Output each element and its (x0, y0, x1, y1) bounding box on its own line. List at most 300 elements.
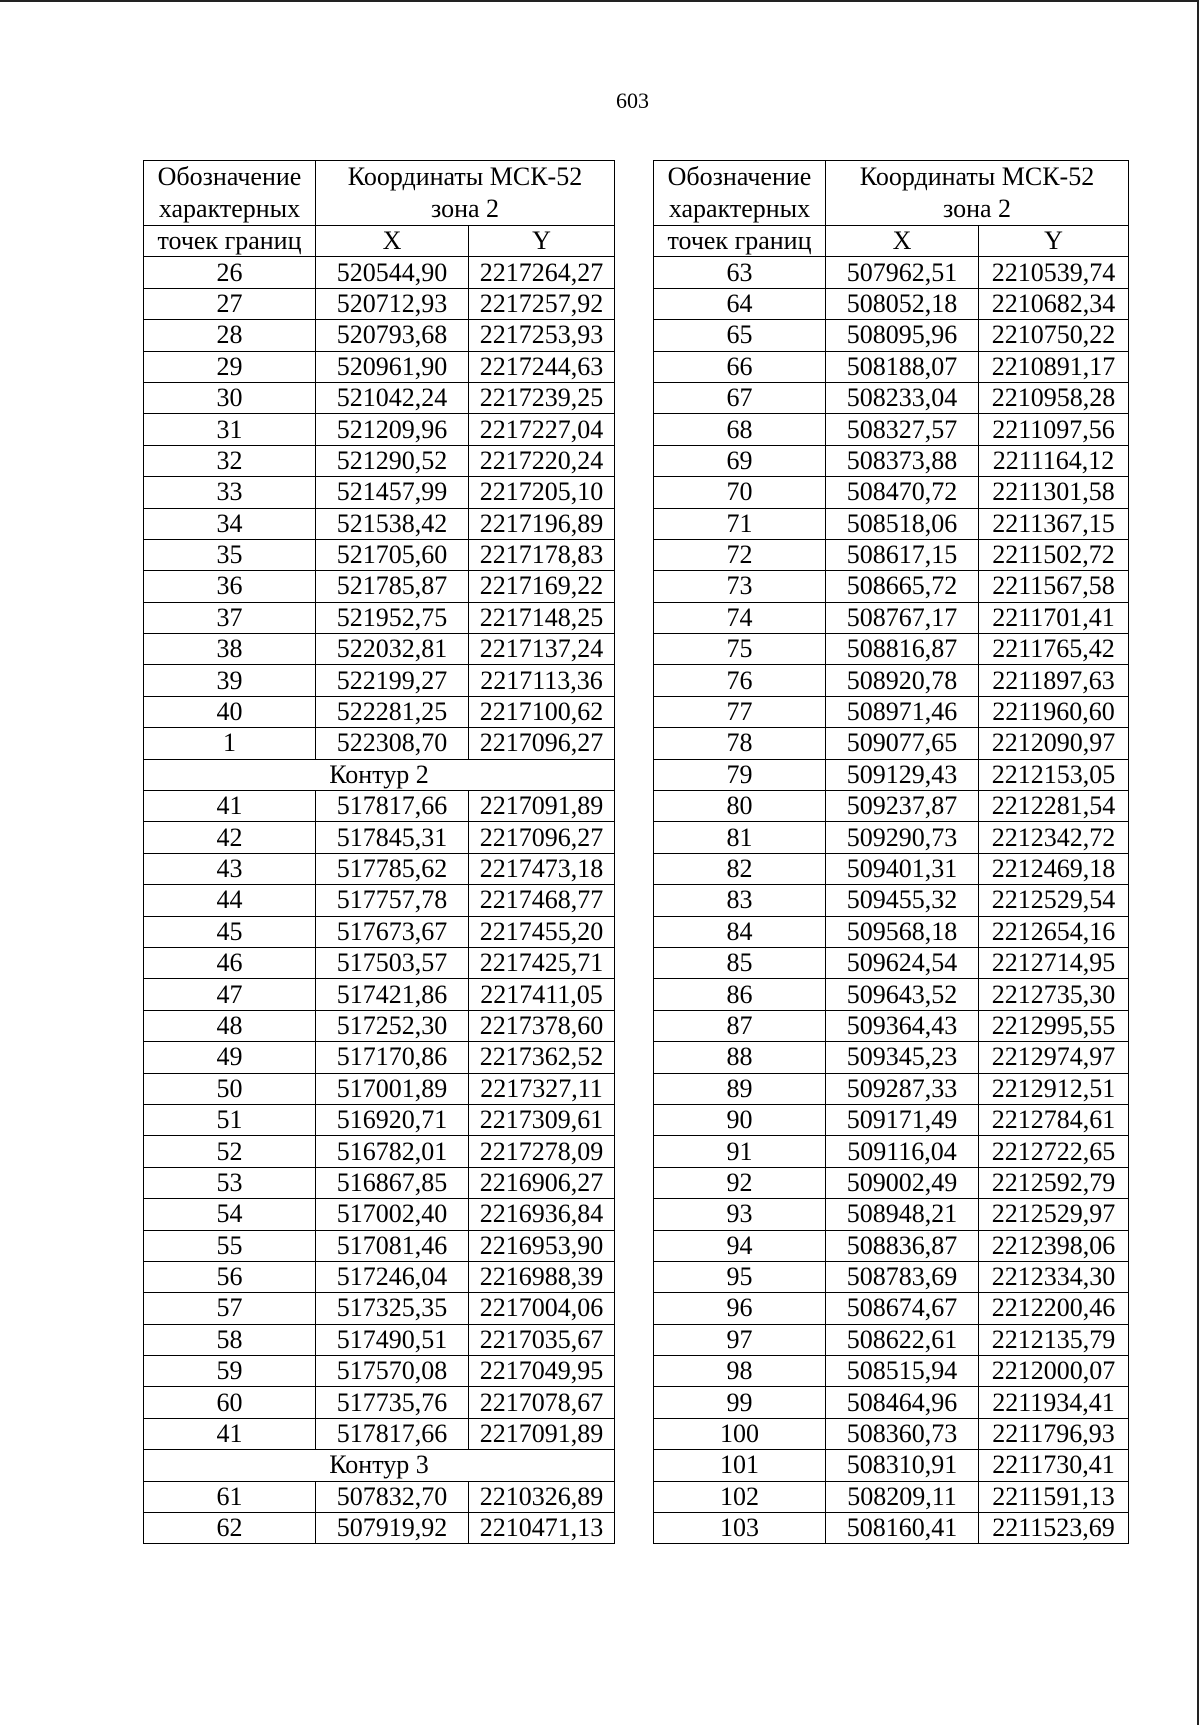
x-coordinate: 508767,17 (826, 602, 979, 633)
x-coordinate: 508665,72 (826, 571, 979, 602)
table-row (144, 822, 615, 853)
table-row (654, 1261, 1129, 1292)
y-coordinate: 2211960,60 (979, 696, 1129, 727)
point-id: 88 (654, 1042, 826, 1073)
y-coordinate: 2212398,06 (979, 1230, 1129, 1261)
y-coordinate: 2217035,67 (469, 1324, 615, 1355)
table-row (654, 382, 1129, 413)
contour-row (144, 1450, 615, 1481)
point-id: 75 (654, 634, 826, 665)
x-coordinate: 521457,99 (316, 477, 469, 508)
table-row (654, 759, 1129, 790)
point-id: 49 (144, 1042, 316, 1073)
x-coordinate: 517757,78 (316, 885, 469, 916)
header-coords-line: зона 2 (430, 194, 500, 223)
point-id: 69 (654, 445, 826, 476)
x-coordinate: 508052,18 (826, 288, 979, 319)
header-designation (654, 161, 826, 226)
header-designation-last: точек границ (654, 226, 826, 257)
table-body-right (654, 257, 1129, 1544)
point-id: 41 (144, 1418, 316, 1449)
header-y: Y (979, 226, 1129, 257)
x-coordinate: 508816,87 (826, 634, 979, 665)
point-id: 50 (144, 1073, 316, 1104)
table-row (144, 665, 615, 696)
table-row (654, 853, 1129, 884)
table-row (654, 1073, 1129, 1104)
x-coordinate: 508464,96 (826, 1387, 979, 1418)
y-coordinate: 2211591,13 (979, 1481, 1129, 1512)
point-id: 71 (654, 508, 826, 539)
table-row (144, 1199, 615, 1230)
table-row (144, 696, 615, 727)
table-row (654, 696, 1129, 727)
table-row (654, 1010, 1129, 1041)
table-row (654, 414, 1129, 445)
y-coordinate: 2217327,11 (469, 1073, 615, 1104)
point-id: 52 (144, 1136, 316, 1167)
header-coords-line: зона 2 (942, 194, 1012, 223)
x-coordinate: 517252,30 (316, 1010, 469, 1041)
y-coordinate: 2212735,30 (979, 979, 1129, 1010)
y-coordinate: 2217455,20 (469, 916, 615, 947)
y-coordinate: 2212529,54 (979, 885, 1129, 916)
table-row (144, 288, 615, 319)
point-id: 46 (144, 947, 316, 978)
table-row (144, 634, 615, 665)
x-coordinate: 509345,23 (826, 1042, 979, 1073)
table-row (654, 947, 1129, 978)
y-coordinate: 2211567,58 (979, 571, 1129, 602)
y-coordinate: 2217411,05 (469, 979, 615, 1010)
point-id: 77 (654, 696, 826, 727)
table-row (144, 728, 615, 759)
x-coordinate: 508373,88 (826, 445, 979, 476)
table-row (654, 288, 1129, 319)
table-row (144, 1387, 615, 1418)
x-coordinate: 521538,42 (316, 508, 469, 539)
table-row (144, 382, 615, 413)
x-coordinate: 509171,49 (826, 1104, 979, 1135)
point-id: 42 (144, 822, 316, 853)
header-designation-line: характерных (158, 194, 301, 223)
point-id: 74 (654, 602, 826, 633)
y-coordinate: 2217468,77 (469, 885, 615, 916)
table-row (654, 822, 1129, 853)
point-id: 48 (144, 1010, 316, 1041)
x-coordinate: 508515,94 (826, 1356, 979, 1387)
y-coordinate: 2216936,84 (469, 1199, 615, 1230)
y-coordinate: 2212200,46 (979, 1293, 1129, 1324)
table-row (654, 665, 1129, 696)
x-coordinate: 509643,52 (826, 979, 979, 1010)
header-designation-line: характерных (668, 194, 811, 223)
x-coordinate: 508160,41 (826, 1513, 979, 1544)
point-id: 53 (144, 1167, 316, 1198)
y-coordinate: 2217148,25 (469, 602, 615, 633)
x-coordinate: 508783,69 (826, 1261, 979, 1292)
header-designation (144, 161, 316, 226)
x-coordinate: 508233,04 (826, 382, 979, 413)
x-coordinate: 517421,86 (316, 979, 469, 1010)
point-id: 89 (654, 1073, 826, 1104)
point-id: 67 (654, 382, 826, 413)
point-id: 57 (144, 1293, 316, 1324)
point-id: 63 (654, 257, 826, 288)
y-coordinate: 2211164,12 (979, 445, 1129, 476)
x-coordinate: 509624,54 (826, 947, 979, 978)
point-id: 31 (144, 414, 316, 445)
y-coordinate: 2212995,55 (979, 1010, 1129, 1041)
y-coordinate: 2210539,74 (979, 257, 1129, 288)
y-coordinate: 2211897,63 (979, 665, 1129, 696)
y-coordinate: 2210682,34 (979, 288, 1129, 319)
table-row (654, 1042, 1129, 1073)
point-id: 34 (144, 508, 316, 539)
table-row (654, 728, 1129, 759)
y-coordinate: 2217227,04 (469, 414, 615, 445)
table-row (654, 916, 1129, 947)
table-row (144, 853, 615, 884)
point-id: 103 (654, 1513, 826, 1544)
point-id: 36 (144, 571, 316, 602)
point-id: 44 (144, 885, 316, 916)
contour-label: Контур 2 (144, 759, 615, 790)
y-coordinate: 2217113,36 (469, 665, 615, 696)
y-coordinate: 2217473,18 (469, 853, 615, 884)
point-id: 43 (144, 853, 316, 884)
y-coordinate: 2212469,18 (979, 853, 1129, 884)
x-coordinate: 509455,32 (826, 885, 979, 916)
point-id: 55 (144, 1230, 316, 1261)
y-coordinate: 2217220,24 (469, 445, 615, 476)
x-coordinate: 508836,87 (826, 1230, 979, 1261)
point-id: 33 (144, 477, 316, 508)
y-coordinate: 2217004,06 (469, 1293, 615, 1324)
x-coordinate: 508617,15 (826, 539, 979, 570)
y-coordinate: 2217078,67 (469, 1387, 615, 1418)
header-x: X (826, 226, 979, 257)
x-coordinate: 517170,86 (316, 1042, 469, 1073)
x-coordinate: 516782,01 (316, 1136, 469, 1167)
point-id: 65 (654, 320, 826, 351)
x-coordinate: 509364,43 (826, 1010, 979, 1041)
header-designation-last: точек границ (144, 226, 316, 257)
point-id: 80 (654, 791, 826, 822)
y-coordinate: 2217178,83 (469, 539, 615, 570)
point-id: 64 (654, 288, 826, 319)
y-coordinate: 2217091,89 (469, 1418, 615, 1449)
x-coordinate: 522032,81 (316, 634, 469, 665)
y-coordinate: 2212714,95 (979, 947, 1129, 978)
x-coordinate: 520793,68 (316, 320, 469, 351)
table-row (144, 947, 615, 978)
table-row (144, 791, 615, 822)
x-coordinate: 509568,18 (826, 916, 979, 947)
table-row (654, 1293, 1129, 1324)
x-coordinate: 516867,85 (316, 1167, 469, 1198)
header-coords-line: Координаты МСК-52 (859, 162, 1095, 191)
y-coordinate: 2217278,09 (469, 1136, 615, 1167)
x-coordinate: 508971,46 (826, 696, 979, 727)
y-coordinate: 2211765,42 (979, 634, 1129, 665)
y-coordinate: 2211796,93 (979, 1418, 1129, 1449)
coordinates-table-right (653, 160, 1129, 1544)
x-coordinate: 508674,67 (826, 1293, 979, 1324)
y-coordinate: 2216906,27 (469, 1167, 615, 1198)
x-coordinate: 520544,90 (316, 257, 469, 288)
point-id: 96 (654, 1293, 826, 1324)
y-coordinate: 2217309,61 (469, 1104, 615, 1135)
y-coordinate: 2211523,69 (979, 1513, 1129, 1544)
point-id: 82 (654, 853, 826, 884)
point-id: 38 (144, 634, 316, 665)
point-id: 70 (654, 477, 826, 508)
point-id: 59 (144, 1356, 316, 1387)
x-coordinate: 517002,40 (316, 1199, 469, 1230)
point-id: 102 (654, 1481, 826, 1512)
x-coordinate: 508920,78 (826, 665, 979, 696)
table-row (144, 1513, 615, 1544)
table-row (654, 1199, 1129, 1230)
table-row (144, 1010, 615, 1041)
x-coordinate: 517673,67 (316, 916, 469, 947)
point-id: 99 (654, 1387, 826, 1418)
y-coordinate: 2217049,95 (469, 1356, 615, 1387)
y-coordinate: 2211367,15 (979, 508, 1129, 539)
point-id: 41 (144, 791, 316, 822)
x-coordinate: 521952,75 (316, 602, 469, 633)
table-row (144, 979, 615, 1010)
y-coordinate: 2212654,16 (979, 916, 1129, 947)
point-id: 27 (144, 288, 316, 319)
point-id: 84 (654, 916, 826, 947)
y-coordinate: 2217362,52 (469, 1042, 615, 1073)
table-row (654, 791, 1129, 822)
x-coordinate: 517817,66 (316, 791, 469, 822)
point-id: 68 (654, 414, 826, 445)
header-coordinates (826, 161, 1129, 226)
point-id: 98 (654, 1356, 826, 1387)
table-row (144, 320, 615, 351)
point-id: 94 (654, 1230, 826, 1261)
table-row (654, 539, 1129, 570)
table-row (654, 1324, 1129, 1355)
header-designation-line: Обозначение (157, 162, 302, 191)
point-id: 37 (144, 602, 316, 633)
y-coordinate: 2212281,54 (979, 791, 1129, 822)
point-id: 32 (144, 445, 316, 476)
x-coordinate: 517570,08 (316, 1356, 469, 1387)
y-coordinate: 2212090,97 (979, 728, 1129, 759)
x-coordinate: 517735,76 (316, 1387, 469, 1418)
table-row (654, 634, 1129, 665)
x-coordinate: 517845,31 (316, 822, 469, 853)
point-id: 90 (654, 1104, 826, 1135)
y-coordinate: 2212784,61 (979, 1104, 1129, 1135)
table-row (144, 602, 615, 633)
table-row (144, 445, 615, 476)
table-row (654, 1513, 1129, 1544)
table-row (144, 1324, 615, 1355)
x-coordinate: 517785,62 (316, 853, 469, 884)
x-coordinate: 509290,73 (826, 822, 979, 853)
table-row (654, 477, 1129, 508)
table-row (144, 1481, 615, 1512)
y-coordinate: 2212334,30 (979, 1261, 1129, 1292)
y-coordinate: 2217137,24 (469, 634, 615, 665)
table-body-left (144, 257, 615, 1544)
y-coordinate: 2212912,51 (979, 1073, 1129, 1104)
point-id: 40 (144, 696, 316, 727)
x-coordinate: 517325,35 (316, 1293, 469, 1324)
y-coordinate: 2217100,62 (469, 696, 615, 727)
y-coordinate: 2210471,13 (469, 1513, 615, 1544)
table-row (144, 1167, 615, 1198)
point-id: 39 (144, 665, 316, 696)
x-coordinate: 517081,46 (316, 1230, 469, 1261)
point-id: 56 (144, 1261, 316, 1292)
y-coordinate: 2216988,39 (469, 1261, 615, 1292)
table-row (144, 571, 615, 602)
x-coordinate: 521705,60 (316, 539, 469, 570)
y-coordinate: 2212000,07 (979, 1356, 1129, 1387)
table-row (144, 1356, 615, 1387)
point-id: 92 (654, 1167, 826, 1198)
y-coordinate: 2212722,65 (979, 1136, 1129, 1167)
x-coordinate: 517817,66 (316, 1418, 469, 1449)
point-id: 58 (144, 1324, 316, 1355)
x-coordinate: 521290,52 (316, 445, 469, 476)
y-coordinate: 2211701,41 (979, 602, 1129, 633)
y-coordinate: 2211730,41 (979, 1450, 1129, 1481)
point-id: 26 (144, 257, 316, 288)
y-coordinate: 2217425,71 (469, 947, 615, 978)
table-row (654, 979, 1129, 1010)
table-row (144, 1293, 615, 1324)
point-id: 30 (144, 382, 316, 413)
point-id: 28 (144, 320, 316, 351)
y-coordinate: 2217264,27 (469, 257, 615, 288)
table-row (144, 257, 615, 288)
y-coordinate: 2212592,79 (979, 1167, 1129, 1198)
header-designation-line: Обозначение (667, 162, 812, 191)
x-coordinate: 509401,31 (826, 853, 979, 884)
point-id: 78 (654, 728, 826, 759)
table-row (654, 1167, 1129, 1198)
y-coordinate: 2211301,58 (979, 477, 1129, 508)
y-coordinate: 2217257,92 (469, 288, 615, 319)
x-coordinate: 517503,57 (316, 947, 469, 978)
table-row (654, 320, 1129, 351)
table-row (144, 1418, 615, 1449)
table-row (654, 1356, 1129, 1387)
table-row (144, 414, 615, 445)
y-coordinate: 2217205,10 (469, 477, 615, 508)
y-coordinate: 2217378,60 (469, 1010, 615, 1041)
y-coordinate: 2212342,72 (979, 822, 1129, 853)
y-coordinate: 2210891,17 (979, 351, 1129, 382)
x-coordinate: 520961,90 (316, 351, 469, 382)
point-id: 97 (654, 1324, 826, 1355)
x-coordinate: 522199,27 (316, 665, 469, 696)
point-id: 29 (144, 351, 316, 382)
y-coordinate: 2212974,97 (979, 1042, 1129, 1073)
x-coordinate: 508327,57 (826, 414, 979, 445)
table-row (654, 1136, 1129, 1167)
contour-row (144, 759, 615, 790)
y-coordinate: 2217253,93 (469, 320, 615, 351)
y-coordinate: 2210326,89 (469, 1481, 615, 1512)
table-row (144, 539, 615, 570)
point-id: 72 (654, 539, 826, 570)
x-coordinate: 517001,89 (316, 1073, 469, 1104)
y-coordinate: 2210750,22 (979, 320, 1129, 351)
table-row (144, 351, 615, 382)
x-coordinate: 522281,25 (316, 696, 469, 727)
point-id: 45 (144, 916, 316, 947)
x-coordinate: 509129,43 (826, 759, 979, 790)
table-row (654, 1104, 1129, 1135)
point-id: 35 (144, 539, 316, 570)
x-coordinate: 508310,91 (826, 1450, 979, 1481)
point-id: 79 (654, 759, 826, 790)
y-coordinate: 2217239,25 (469, 382, 615, 413)
y-coordinate: 2217091,89 (469, 791, 615, 822)
table-row (144, 1136, 615, 1167)
table-row (654, 885, 1129, 916)
table-row (654, 1481, 1129, 1512)
x-coordinate: 517246,04 (316, 1261, 469, 1292)
table-row (144, 1073, 615, 1104)
y-coordinate: 2210958,28 (979, 382, 1129, 413)
x-coordinate: 521785,87 (316, 571, 469, 602)
point-id: 54 (144, 1199, 316, 1230)
point-id: 83 (654, 885, 826, 916)
table-row (654, 257, 1129, 288)
x-coordinate: 509116,04 (826, 1136, 979, 1167)
table-row (144, 916, 615, 947)
point-id: 51 (144, 1104, 316, 1135)
point-id: 73 (654, 571, 826, 602)
point-id: 101 (654, 1450, 826, 1481)
table-row (654, 508, 1129, 539)
y-coordinate: 2211502,72 (979, 539, 1129, 570)
point-id: 61 (144, 1481, 316, 1512)
point-id: 91 (654, 1136, 826, 1167)
x-coordinate: 516920,71 (316, 1104, 469, 1135)
y-coordinate: 2216953,90 (469, 1230, 615, 1261)
y-coordinate: 2217096,27 (469, 822, 615, 853)
point-id: 1 (144, 728, 316, 759)
table-row (144, 885, 615, 916)
table-row (654, 445, 1129, 476)
table-row (654, 1387, 1129, 1418)
table-row (144, 477, 615, 508)
y-coordinate: 2211097,56 (979, 414, 1129, 445)
y-coordinate: 2212153,05 (979, 759, 1129, 790)
point-id: 47 (144, 979, 316, 1010)
point-id: 76 (654, 665, 826, 696)
table-row (144, 1042, 615, 1073)
y-coordinate: 2212135,79 (979, 1324, 1129, 1355)
table-row (144, 1261, 615, 1292)
y-coordinate: 2217244,63 (469, 351, 615, 382)
header-coordinates (316, 161, 615, 226)
x-coordinate: 508095,96 (826, 320, 979, 351)
x-coordinate: 522308,70 (316, 728, 469, 759)
table-row (654, 351, 1129, 382)
